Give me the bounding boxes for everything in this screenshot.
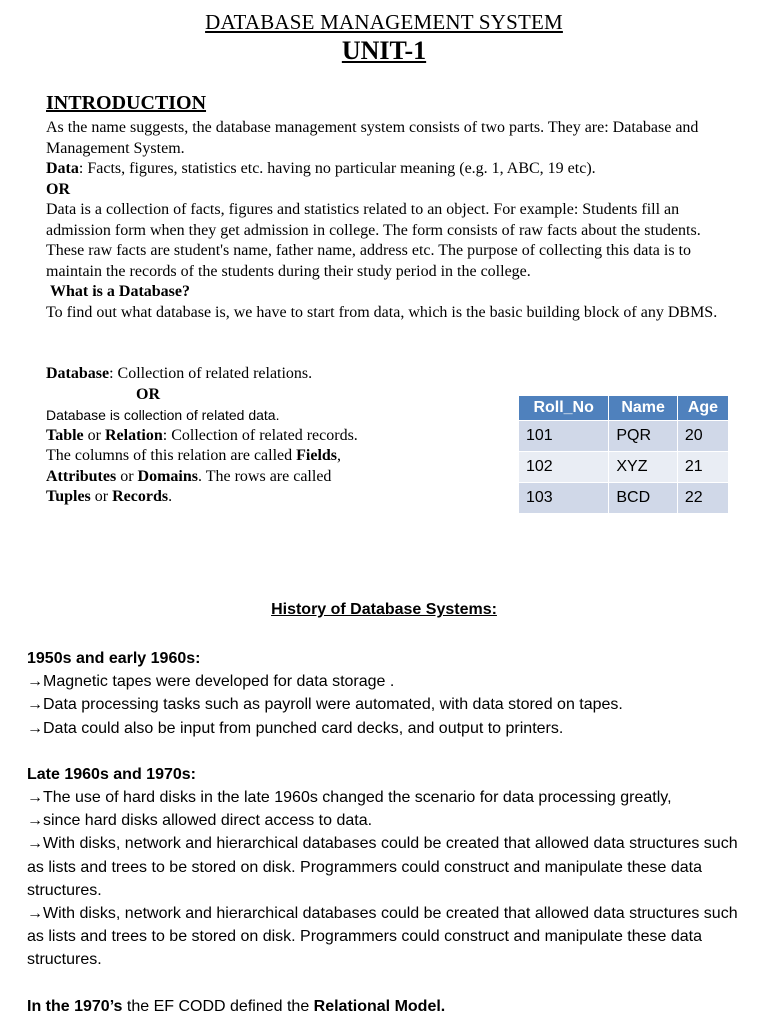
records-term: Records xyxy=(112,488,169,505)
table-cell: 22 xyxy=(677,483,728,514)
table-cell: 20 xyxy=(677,421,728,452)
table-row xyxy=(519,483,729,514)
or-word: or xyxy=(83,426,105,444)
table-cell: PQR xyxy=(609,421,678,452)
era-2-title: Late 1960s and 1970s: xyxy=(27,765,196,783)
final-bold-2: Relational Model. xyxy=(313,997,446,1015)
or-separator-2: OR xyxy=(136,385,160,403)
list-item: →With disks, network and hierarchical databases could be created that allowed data structures such as lists and trees to be stored on disk. Programmers could construct and manipulate these data structures. xyxy=(27,905,738,969)
table-cell: 103 xyxy=(519,483,609,514)
tuples-term: Tuples xyxy=(46,488,91,505)
or-word-2: or xyxy=(116,467,138,485)
era-heading xyxy=(27,647,742,670)
or-separator: OR xyxy=(46,180,70,198)
list-item: →Magnetic tapes were developed for data storage . xyxy=(27,673,395,691)
list-item: →With disks, network and hierarchical databases could be created that allowed data structures such as lists and trees to be stored on disk. Programmers could construct and manipulate these data structures. xyxy=(27,835,738,899)
rows-text: . The rows are called xyxy=(198,467,332,485)
table-cell: 101 xyxy=(519,421,609,452)
era-heading xyxy=(27,763,742,786)
table-row xyxy=(519,421,729,452)
table-definition xyxy=(46,426,466,447)
table-cell: XYZ xyxy=(609,452,678,483)
unit-heading: UNIT-1 xyxy=(341,36,427,65)
columns-text: The columns of this relation are called xyxy=(46,447,297,464)
comma: , xyxy=(337,447,342,464)
column-header-roll-no: Roll_No xyxy=(519,396,609,421)
fields-term: Fields xyxy=(296,447,338,464)
final-bold-1: In the 1970’s xyxy=(27,997,123,1015)
student-table xyxy=(519,396,729,513)
table-cell: 102 xyxy=(519,452,609,483)
table-row xyxy=(519,452,729,483)
list-item: →Data could also be input from punched card decks, and output to printers. xyxy=(27,719,564,737)
table-header-row xyxy=(519,396,729,421)
data-paragraph: Data is a collection of facts, figures and statistics related to an object. For example: Students fill an admission form when they get admission in college. The form consists of raw facts about the students. These raw facts are student's name, father name, address etc. The purpose of collecting this data is to maintain the records of the students during their study period in the college. xyxy=(46,201,701,280)
database-term: Database xyxy=(46,365,110,382)
era-1-title: 1950s and early 1960s: xyxy=(27,650,201,667)
data-definition-text: : Facts, figures, statistics etc. having no particular meaning (e.g. 1, ABC, 19 etc). xyxy=(78,160,596,177)
list-item: →since hard disks allowed direct access to data. xyxy=(27,812,373,830)
database-question: What is a Database? xyxy=(50,283,191,300)
list-item: →The use of hard disks in the late 1960s changed the scenario for data processing greatly, xyxy=(27,789,672,807)
document-title: DATABASE MANAGEMENT SYSTEM xyxy=(205,10,563,34)
domains-term: Domains xyxy=(137,467,198,485)
intro-paragraph: As the name suggests, the database management system consists of two parts. They are: Database and Management System. xyxy=(46,119,699,157)
database-definition xyxy=(46,364,466,385)
database-definition-text: : Collection of related relations. xyxy=(109,365,313,382)
history-body xyxy=(27,647,742,1018)
data-term: Data xyxy=(46,160,79,177)
or-word-3: or xyxy=(90,488,113,505)
period: . xyxy=(168,488,173,505)
table-cell: BCD xyxy=(609,483,678,514)
introduction-heading: INTRODUCTION xyxy=(46,92,207,114)
table-definition-text: : Collection of related records. xyxy=(162,426,358,444)
relation-term: Relation xyxy=(104,426,163,444)
relational-model-line xyxy=(27,995,742,1018)
table-cell: 21 xyxy=(677,452,728,483)
column-header-name: Name xyxy=(609,396,678,421)
introduction-body xyxy=(46,118,736,323)
attributes-term: Attributes xyxy=(46,467,117,485)
final-mid: the EF CODD defined the xyxy=(122,997,314,1015)
table-term: Table xyxy=(46,426,84,444)
definitions-block xyxy=(46,364,466,508)
database-short-definition: Database is collection of related data. xyxy=(46,407,280,423)
column-header-age: Age xyxy=(677,396,728,421)
list-item: →Data processing tasks such as payroll were automated, with data stored on tapes. xyxy=(27,696,623,714)
columns-definition xyxy=(46,446,466,508)
database-paragraph: To find out what database is, we have to start from data, which is the basic building block of any DBMS. xyxy=(46,303,718,321)
history-heading: History of Database Systems: xyxy=(271,601,497,618)
data-definition xyxy=(46,159,736,180)
